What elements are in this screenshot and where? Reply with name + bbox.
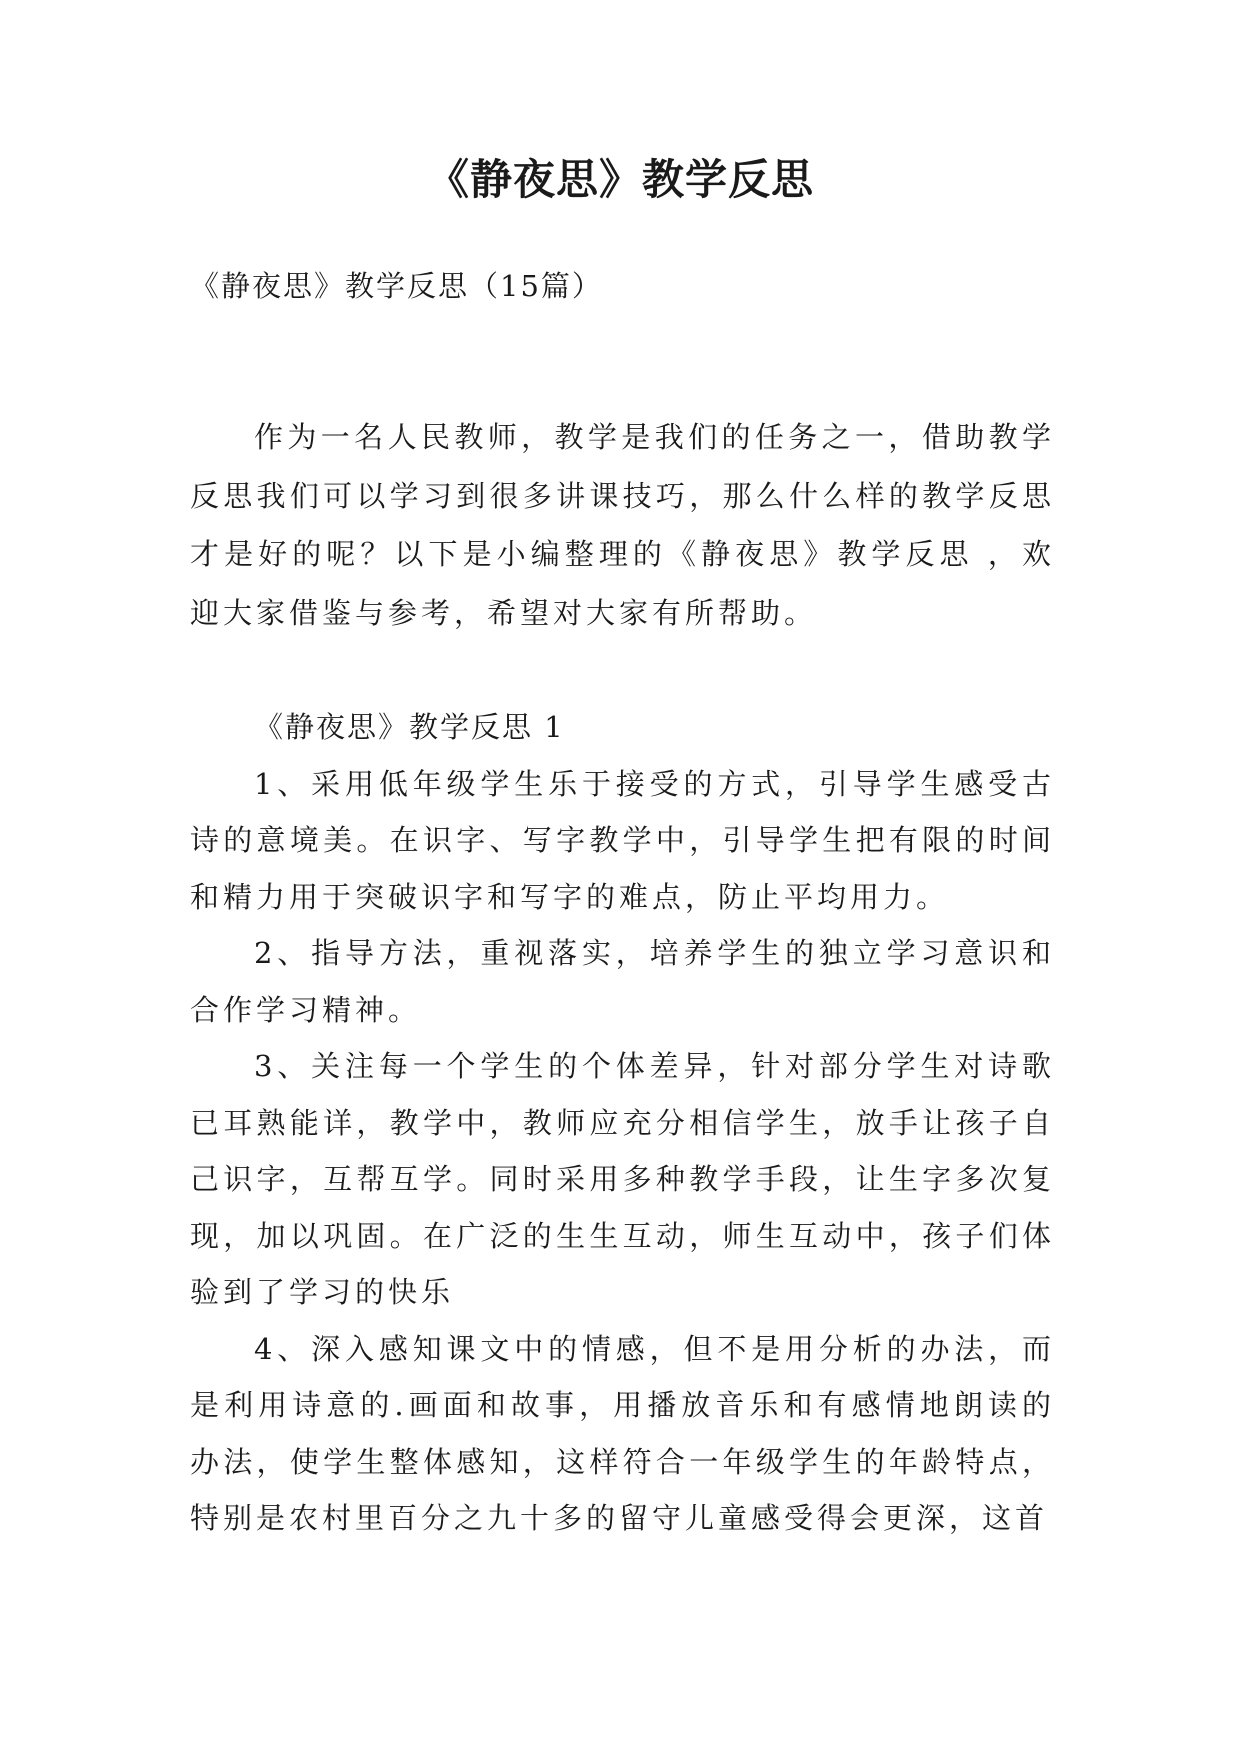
section-heading: 《静夜思》教学反思 1 xyxy=(254,710,565,744)
point-paragraph-2: 2、指导方法，重视落实，培养学生的独立学习意识和合作学习精神。 xyxy=(190,936,1055,1027)
point-paragraph-3: 3、关注每一个学生的个体差异，针对部分学生对诗歌已耳熟能详，教学中，教师应充分相信学生，放手让孩子自己识字，互帮互学。同时采用多种教学手段，让生字多次复现，加以巩固。在广泛的生生互动，师生互动中，孩子们体验到了学习的快乐 xyxy=(190,1049,1055,1309)
point-paragraph-4: 4、深入感知课文中的情感，但不是用分析的办法，而是利用诗意的.画面和故事，用播放音乐和有感情地朗读的办法，使学生整体感知，这样符合一年级学生的年龄特点，特别是农村里百分之九十多的留守儿童感受得会更深，这首 xyxy=(190,1331,1055,1535)
document-subtitle: 《静夜思》教学反思（15篇） xyxy=(190,269,603,303)
point-paragraph-1: 1、采用低年级学生乐于接受的方式，引导学生感受古诗的意境美。在识字、写字教学中，引导学生把有限的时间和精力用于突破识字和写字的难点，防止平均用力。 xyxy=(190,766,1055,914)
intro-block xyxy=(190,408,1055,642)
document-title: 《静夜思》教学反思 xyxy=(426,155,814,204)
intro-paragraph: 作为一名人民教师，教学是我们的任务之一，借助教学反思我们可以学习到很多讲课技巧，那么什么样的教学反思才是好的呢？以下是小编整理的《静夜思》教学反思 ，欢迎大家借鉴与参考，希望对大家有所帮助。 xyxy=(190,420,1055,630)
section-block xyxy=(190,699,1055,1547)
